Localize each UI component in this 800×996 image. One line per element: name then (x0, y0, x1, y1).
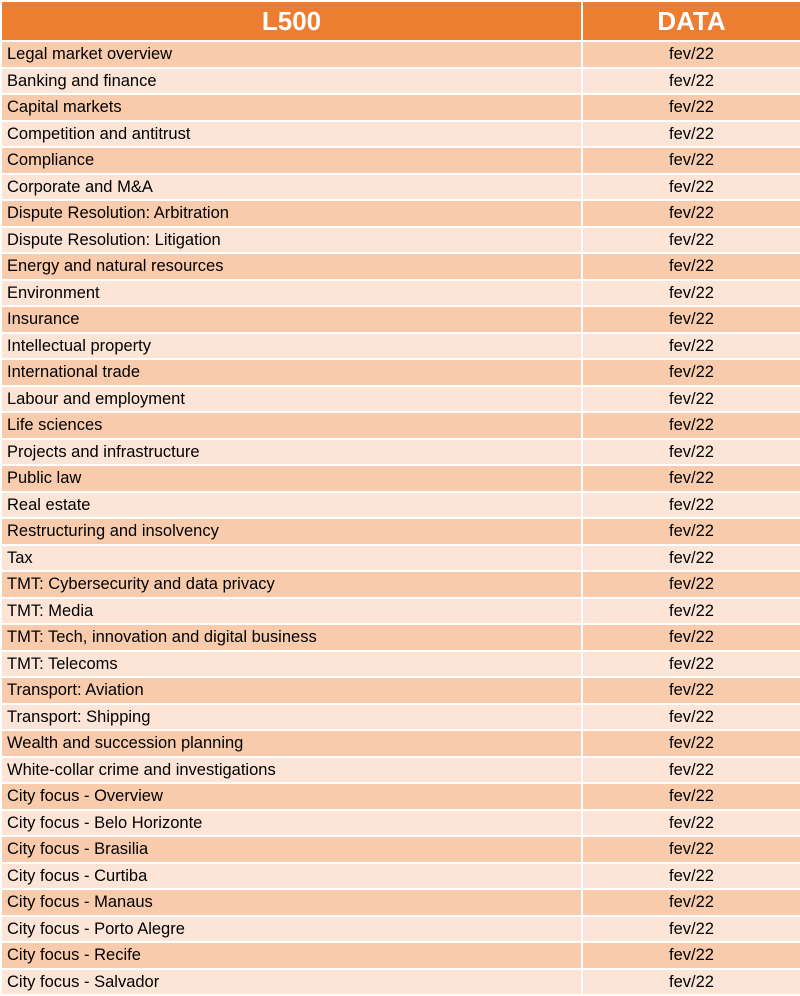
row-date: fev/22 (582, 571, 800, 598)
row-practice-area: Competition and antitrust (1, 121, 582, 148)
row-date: fev/22 (582, 280, 800, 307)
table-row (1, 412, 800, 439)
row-date: fev/22 (582, 412, 800, 439)
table-row (1, 359, 800, 386)
row-practice-area: Legal market overview (1, 41, 582, 68)
row-practice-area: Compliance (1, 147, 582, 174)
table-row (1, 863, 800, 890)
row-practice-area: TMT: Tech, innovation and digital business (1, 624, 582, 651)
row-date: fev/22 (582, 783, 800, 810)
table-row (1, 757, 800, 784)
table-row (1, 306, 800, 333)
row-date: fev/22 (582, 94, 800, 121)
row-date: fev/22 (582, 386, 800, 413)
row-date: fev/22 (582, 147, 800, 174)
row-practice-area: Energy and natural resources (1, 253, 582, 280)
row-date: fev/22 (582, 174, 800, 201)
table-row (1, 810, 800, 837)
table-row (1, 253, 800, 280)
table-row (1, 889, 800, 916)
row-practice-area: TMT: Telecoms (1, 651, 582, 678)
row-date: fev/22 (582, 121, 800, 148)
table-row (1, 598, 800, 625)
row-practice-area: TMT: Media (1, 598, 582, 625)
table-row (1, 227, 800, 254)
row-practice-area: Life sciences (1, 412, 582, 439)
row-date: fev/22 (582, 306, 800, 333)
row-date: fev/22 (582, 916, 800, 943)
row-practice-area: Intellectual property (1, 333, 582, 360)
table-row (1, 916, 800, 943)
row-practice-area: City focus - Belo Horizonte (1, 810, 582, 837)
row-date: fev/22 (582, 465, 800, 492)
row-date: fev/22 (582, 492, 800, 519)
row-practice-area: Tax (1, 545, 582, 572)
row-practice-area: Insurance (1, 306, 582, 333)
row-date: fev/22 (582, 545, 800, 572)
row-date: fev/22 (582, 651, 800, 678)
table-row (1, 174, 800, 201)
table-row (1, 68, 800, 95)
table-row (1, 836, 800, 863)
row-practice-area: Wealth and succession planning (1, 730, 582, 757)
row-practice-area: City focus - Manaus (1, 889, 582, 916)
table-row (1, 704, 800, 731)
row-practice-area: Projects and infrastructure (1, 439, 582, 466)
row-date: fev/22 (582, 889, 800, 916)
row-date: fev/22 (582, 41, 800, 68)
row-practice-area: Public law (1, 465, 582, 492)
header-l500: L500 (1, 1, 582, 41)
row-practice-area: Corporate and M&A (1, 174, 582, 201)
row-date: fev/22 (582, 439, 800, 466)
row-date: fev/22 (582, 200, 800, 227)
row-practice-area: TMT: Cybersecurity and data privacy (1, 571, 582, 598)
row-practice-area: Banking and finance (1, 68, 582, 95)
table-row (1, 783, 800, 810)
row-date: fev/22 (582, 677, 800, 704)
row-date: fev/22 (582, 942, 800, 969)
table-row (1, 121, 800, 148)
row-date: fev/22 (582, 969, 800, 996)
row-practice-area: Transport: Aviation (1, 677, 582, 704)
row-date: fev/22 (582, 518, 800, 545)
row-practice-area: Restructuring and insolvency (1, 518, 582, 545)
row-practice-area: Transport: Shipping (1, 704, 582, 731)
table-row (1, 492, 800, 519)
table-row (1, 730, 800, 757)
row-date: fev/22 (582, 68, 800, 95)
table-row (1, 624, 800, 651)
table-body (1, 41, 800, 995)
row-date: fev/22 (582, 227, 800, 254)
row-date: fev/22 (582, 253, 800, 280)
row-practice-area: Capital markets (1, 94, 582, 121)
table-row (1, 969, 800, 996)
row-practice-area: City focus - Brasilia (1, 836, 582, 863)
row-date: fev/22 (582, 598, 800, 625)
row-date: fev/22 (582, 704, 800, 731)
header-data: DATA (582, 1, 800, 41)
row-practice-area: International trade (1, 359, 582, 386)
row-practice-area: Real estate (1, 492, 582, 519)
row-practice-area: City focus - Curtiba (1, 863, 582, 890)
table-row (1, 386, 800, 413)
row-date: fev/22 (582, 863, 800, 890)
row-date: fev/22 (582, 810, 800, 837)
row-practice-area: Labour and employment (1, 386, 582, 413)
row-practice-area: Dispute Resolution: Litigation (1, 227, 582, 254)
row-date: fev/22 (582, 730, 800, 757)
row-practice-area: City focus - Salvador (1, 969, 582, 996)
row-practice-area: City focus - Overview (1, 783, 582, 810)
row-practice-area: White-collar crime and investigations (1, 757, 582, 784)
table-row (1, 41, 800, 68)
table-row (1, 333, 800, 360)
row-date: fev/22 (582, 624, 800, 651)
table-row (1, 280, 800, 307)
table-row (1, 677, 800, 704)
table-row (1, 571, 800, 598)
table-row (1, 651, 800, 678)
row-practice-area: City focus - Porto Alegre (1, 916, 582, 943)
table-row (1, 147, 800, 174)
table-row (1, 94, 800, 121)
row-practice-area: City focus - Recife (1, 942, 582, 969)
table-row (1, 439, 800, 466)
table-row (1, 518, 800, 545)
row-practice-area: Dispute Resolution: Arbitration (1, 200, 582, 227)
table-row (1, 200, 800, 227)
row-date: fev/22 (582, 333, 800, 360)
row-date: fev/22 (582, 836, 800, 863)
table-row (1, 545, 800, 572)
row-date: fev/22 (582, 757, 800, 784)
row-practice-area: Environment (1, 280, 582, 307)
table-row (1, 942, 800, 969)
table-header-row (1, 1, 800, 41)
table-row (1, 465, 800, 492)
row-date: fev/22 (582, 359, 800, 386)
